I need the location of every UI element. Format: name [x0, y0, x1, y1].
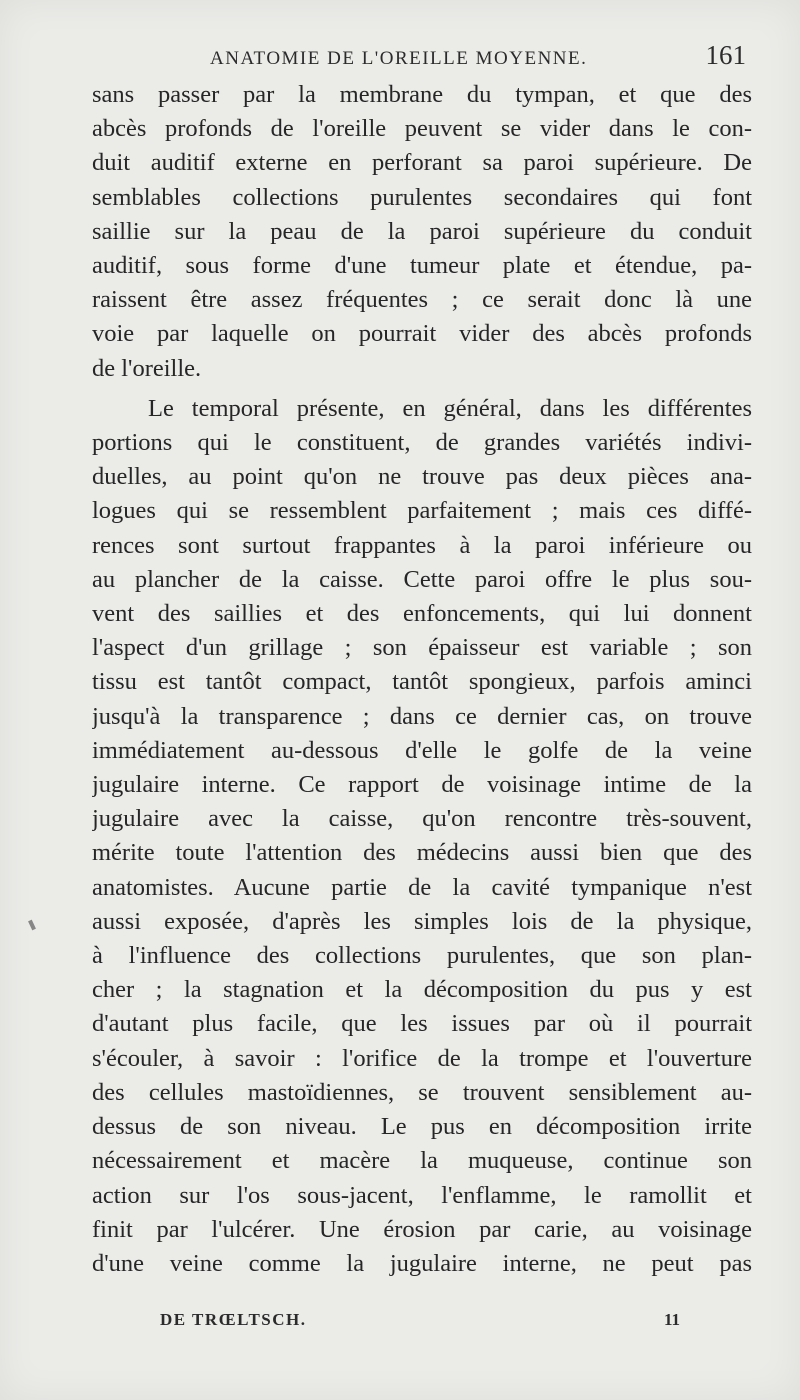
text-line: logues qui se ressemblent parfaitement ; mais ces diffé-: [92, 497, 752, 525]
text-line: vent des saillies et des enfoncements, qui lui donnent: [92, 600, 752, 628]
text-line: jugulaire interne. Ce rapport de voisinage intime de la: [92, 771, 752, 799]
body-text: [92, 78, 752, 1281]
text-line: auditif, sous forme d'une tumeur plate et étendue, pa-: [92, 252, 752, 280]
paragraph-2: [92, 392, 752, 1281]
margin-mark: [28, 920, 36, 931]
text-line: duelles, au point qu'on ne trouve pas deux pièces ana-: [92, 463, 752, 491]
text-line: l'aspect d'un grillage ; son épaisseur est variable ; son: [92, 634, 752, 662]
text-line: immédiatement au-dessous d'elle le golfe de la veine: [92, 736, 752, 764]
text-line: cher ; la stagnation et la décomposition du pus y est: [92, 976, 752, 1004]
text-line: semblables collections purulentes secondaires qui font: [92, 183, 752, 211]
text-line: abcès profonds de l'oreille peuvent se vider dans le con-: [92, 115, 752, 143]
text-line: des cellules mastoïdiennes, se trouvent sensiblement au-: [92, 1078, 752, 1106]
text-line: au plancher de la caisse. Cette paroi offre le plus sou-: [92, 565, 752, 593]
text-line: s'écouler, à savoir : l'orifice de la trompe et l'ouverture: [92, 1044, 752, 1072]
paragraph-1: [92, 78, 752, 386]
text-line: aussi exposée, d'après les simples lois de la physique,: [92, 907, 752, 935]
text-line: Le temporal présente, en général, dans les différentes: [148, 394, 752, 422]
page-footer: [160, 1310, 680, 1340]
text-line: action sur l'os sous-jacent, l'enflamme, le ramollit et: [92, 1181, 752, 1209]
running-head: [92, 40, 750, 74]
text-line: d'une veine comme la jugulaire interne, ne peut pas: [92, 1249, 752, 1277]
text-line: saillie sur la peau de la paroi supérieure du conduit: [92, 217, 752, 245]
text-line: nécessairement et macère la muqueuse, continue son: [92, 1147, 752, 1175]
running-head-title: ANATOMIE DE L'OREILLE MOYENNE.: [210, 48, 588, 69]
text-line: jusqu'à la transparence ; dans ce dernier cas, on trouve: [92, 702, 752, 730]
text-line: raissent être assez fréquentes ; ce serait donc là une: [92, 286, 752, 314]
text-line: mérite toute l'attention des médecins aussi bien que des: [92, 839, 752, 867]
text-line: voie par laquelle on pourrait vider des abcès profonds: [92, 320, 752, 348]
text-line: sans passer par la membrane du tympan, et que des: [92, 81, 752, 108]
text-line: dessus de son niveau. Le pus en décomposition irrite: [92, 1113, 752, 1141]
signature-number: 11: [663, 1310, 680, 1329]
text-line: tissu est tantôt compact, tantôt spongieux, parfois aminci: [92, 668, 752, 696]
page-number: 161: [705, 40, 746, 70]
text-line: duit auditif externe en perforant sa paroi supérieure. De: [92, 149, 752, 177]
printer-signature: DE TRŒLTSCH.: [160, 1310, 307, 1329]
text-line: d'autant plus facile, que les issues par où il pourrait: [92, 1010, 752, 1038]
text-line: anatomistes. Aucune partie de la cavité tympanique n'est: [92, 873, 752, 901]
text-line: de l'oreille.: [92, 354, 202, 382]
text-line: finit par l'ulcérer. Une érosion par carie, au voisinage: [92, 1215, 752, 1243]
text-line: rences sont surtout frappantes à la paroi inférieure ou: [92, 531, 752, 559]
text-line: jugulaire avec la caisse, qu'on rencontre très-souvent,: [92, 805, 752, 833]
text-line: portions qui le constituent, de grandes variétés indivi-: [92, 429, 752, 457]
text-line: à l'influence des collections purulentes, que son plan-: [92, 942, 752, 970]
